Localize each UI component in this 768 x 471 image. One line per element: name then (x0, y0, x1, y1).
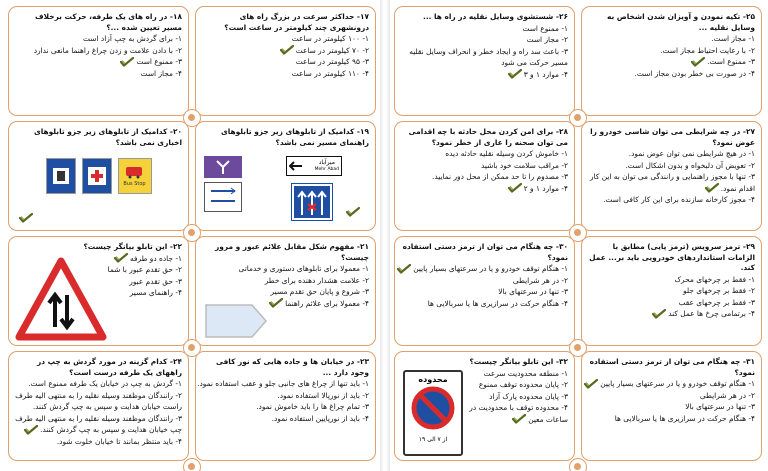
checkmark-icon (652, 309, 666, 319)
question-text: ۲۹- ترمز سرویس (ترمز پایی) مطابق با الزامات استانداردهای خودرویی باید بر... عمل کند. (589, 242, 755, 272)
checkmark-icon (346, 207, 360, 217)
option-1: ۱- منطقه محدودیت سرعت (483, 368, 568, 378)
sign-bus-stop (118, 158, 152, 194)
question-card-20 (8, 121, 189, 231)
option-2: ۲- پایان محدوده توقف ممنوع (478, 380, 568, 389)
checkmark-icon (19, 213, 33, 223)
question-card-18 (8, 6, 189, 116)
checkmark-icon (508, 183, 522, 193)
option-1: ۱- جاده دو طرفه (130, 253, 182, 263)
option-2: ۲- فقط بر چرخهای جلو (683, 286, 755, 295)
option-4: ۴- باید منتظر بمانند تا خیابان خلوت شود. (56, 436, 182, 446)
option-4: ۴- مجاز است (140, 68, 182, 78)
question-card-24 (8, 351, 189, 461)
question-text: ۲۱- مفهوم شکل مقابل علائم عبور و مرور چیست؟ (215, 242, 369, 262)
option-3: ۳- فقط بر چرخهای عقب (678, 297, 755, 307)
option-1: ۱- در هیچ شرایطی نمی توان عوض نمود. (628, 149, 755, 158)
first-aid-sign-icon (86, 165, 108, 187)
question-text: ۳۱- چه هنگام می توان از ترمز دستی استفاده نمود؟ (589, 357, 755, 377)
checkmark-icon (705, 183, 719, 193)
fork-arrow-icon (214, 159, 232, 175)
sign-route-purple (204, 156, 242, 178)
option-1: ۱- ممنوع است (522, 23, 568, 33)
sign-mehrabad (286, 156, 342, 176)
option-4: ۴- موارد ۱ و ۳ (523, 69, 568, 79)
option-3-cont: اقدام نمود. (720, 183, 755, 193)
connector-dot (183, 458, 201, 471)
book-spine (380, 0, 390, 471)
question-card-31 (581, 351, 762, 461)
option-3: ۳- ۹۵ کیلومتر در ساعت (295, 57, 369, 66)
sign-fa-label: میرآباد (318, 159, 335, 166)
question-card-26 (394, 6, 575, 116)
option-4: ۴- راهنمای مسیر (129, 288, 182, 297)
question-card-19 (195, 121, 376, 231)
option-2: ۲- مراقب سلامت خود باشید (480, 160, 568, 170)
connector-dot (569, 458, 587, 471)
option-4: ۴- برتمامی چرخ ها عمل کند (668, 309, 755, 318)
pentagon-sign-icon (204, 301, 268, 341)
connector-dot (569, 224, 587, 242)
option-3: ۳- باعث سد راه و ایجاد خطر و انحراف وسایل نقلیه (409, 46, 568, 56)
question-card-22 (8, 236, 189, 346)
question-text: ۲۶- شستشوی وسایل نقلیه در راه ها ... (423, 12, 568, 21)
option-3: ۳- تنها در سرعتهای بالا (498, 287, 568, 296)
question-text: ۱۸- در راه های یک طرفه، حرکت برخلاف مسیر تعیین شده ...؟ (35, 12, 182, 32)
connector-dot (569, 339, 587, 357)
option-4: ۴- مجوز کارخانه سازنده برای این کار کافی است. (603, 195, 755, 204)
option-2: ۲- ۷۰ کیلومتر در ساعت (295, 45, 369, 55)
option-1: ۱- برای گردش به چپ آزاد است (83, 34, 182, 43)
option-4: ۴- محدوده توقف با محدودیت در (469, 403, 568, 412)
option-1: ۱- گردش به چپ در خیابان یک طرفه ممنوع است. (28, 379, 182, 388)
checkmark-icon (120, 57, 134, 67)
question-text: ۲۲- این تابلو بیانگر چیست؟ (83, 242, 182, 251)
question-card-32 (394, 351, 575, 461)
checkmark-icon (269, 298, 283, 308)
sign-lanes (292, 184, 332, 220)
option-3: ۳- رانندگان موظفند وسیله نقلیه را به منتهی الیه طرف (15, 413, 182, 423)
checkmark-icon (114, 253, 128, 263)
zone-parking-sign (403, 370, 463, 456)
option-1: ۱- خاموش کردن وسیله نقلیه حادثه دیده (445, 149, 568, 158)
question-text: ۳۲- این تابلو بیانگر چیست؟ (469, 357, 568, 366)
option-4: ۴- در صورت بی خطر بودن مجاز است. (634, 68, 755, 78)
option-2: ۲- در هر شرایطی (512, 275, 568, 285)
bus-stop-label: Bus Stop (123, 181, 146, 187)
question-text: ۳۰- چه هنگام می توان از ترمز دستی استفاده نمود؟ (402, 242, 568, 262)
sign-info-a (46, 158, 76, 194)
option-2: ۲- با رعایت احتیاط مجاز است. (660, 45, 755, 55)
sign-en-label: Mehr Abad (314, 167, 339, 172)
question-text: ۱۷- حداکثر سرعت در بزرگ راه های درونشهری چند کیلومتر در ساعت است؟ (224, 12, 369, 32)
option-2: ۲- مجاز است (526, 35, 568, 44)
question-text: ۲۵- تکیه نمودن و آویزان شدن اشخاص به وسایل نقلیه ... (606, 12, 755, 32)
connector-dot (569, 109, 587, 127)
question-card-28 (394, 121, 575, 231)
option-3-cont: چپ خیابان هدایت و سپس به چپ گردش کنند. (40, 425, 182, 434)
question-card-27 (581, 121, 762, 231)
option-3-cont: مسیر حرکت می شود (501, 58, 568, 67)
option-2-cont: راست خیابان هدایت و سپس به چپ گردش کنند. (32, 402, 182, 411)
option-1: ۱- هنگام توقف خودرو و یا در سرعتهای بسیار پایین (600, 379, 755, 388)
question-text: ۲۴- کدام گزینه در مورد گردش به چپ در راههای یک طرفه درست است؟ (36, 357, 182, 377)
option-4: ۴- ۱۱۰ کیلومتر در ساعت (291, 68, 369, 78)
left-arrow-icon (289, 161, 303, 171)
directions-icon (205, 183, 241, 211)
bus-icon (124, 165, 144, 179)
option-4: ۴- معمولا برای علائم راهنما (285, 298, 369, 308)
question-text: ۲۰- کدامیک از تابلوهای زیر جزو تابلوهای اخباری نمی باشد؟ (33, 127, 182, 147)
sign-title: محدوده (418, 375, 448, 384)
sign-options (15, 158, 182, 194)
option-4: ۴- هنگام حرکت در سرازیری ها یا سربالایی ها (427, 298, 568, 308)
option-3: ۳- ممنوع است. (707, 57, 755, 66)
option-1: ۱- هنگام توقف خودرو و یا در سرعتهای بسیار پایین (413, 264, 568, 273)
option-4: ۴- باید از نورپایین استفاده نمود. (271, 413, 369, 423)
question-card-25 (581, 6, 762, 116)
connector-dot (183, 109, 201, 127)
lane-arrows-icon (294, 187, 330, 217)
checkmark-icon (24, 425, 38, 435)
question-card-21 (195, 236, 376, 346)
option-3: ۳- حق تقدم عبور (129, 276, 182, 286)
option-3: ۳- تمام چراغ ها را باید خاموش نمود. (256, 402, 369, 411)
sign-route-white (204, 182, 242, 212)
option-1: ۱- مجاز است. (711, 34, 755, 43)
option-2: ۲- علامت هشدار دهنده برای خطر (264, 275, 369, 285)
option-2: ۲- حق تقدم عبور با شما (107, 265, 182, 274)
checkmark-icon (280, 45, 294, 55)
option-4-cont: ساعات معین (528, 414, 568, 424)
option-2: ۲- با دادن علامت و زدن چراغ راهنما مانعی ندارد (33, 45, 182, 55)
option-1: ۱- فقط بر چرخهای محرک (674, 274, 755, 284)
option-2: ۲- در هر شرایطی (699, 390, 755, 400)
question-text: ۲۳- در خیابان ها و جاده هایی که نور کافی وجود دارد ... (215, 357, 369, 377)
option-4: ۴- موارد ۱ و ۲ (523, 183, 568, 193)
option-3: ۳- پایان محدوده پارک آزاد (489, 391, 568, 401)
option-2: ۲- باید از نورپالا استفاده نمود. (277, 390, 369, 400)
question-card-29 (581, 236, 762, 346)
right-page (390, 0, 766, 471)
question-card-23 (195, 351, 376, 461)
phone-sign-icon (50, 165, 72, 187)
checkmark-icon (691, 57, 705, 67)
question-text: ۱۹- کدامیک از تابلوهای زیر جزو تابلوهای راهنمای مسیر نمی باشد؟ (220, 127, 369, 147)
option-2: ۲- تعویض آن دلبخواه و بدون اشکال است. (625, 160, 755, 170)
sign-time: از ۷ الی ۱۹ (418, 436, 448, 443)
sign-info-b (82, 158, 112, 194)
checkmark-icon (512, 414, 526, 424)
question-text: ۲۸- برای امن کردن محل حادثه با چه اقدامی می توان صحنه را عاری از خطر نمود؟ (408, 127, 568, 147)
connector-dot (183, 339, 201, 357)
checkmark-icon (584, 379, 598, 389)
checkmark-icon (508, 69, 522, 79)
option-1: ۱- باید تنها از چراغ های جانبی جلو و عقب استفاده نمود. (197, 379, 369, 388)
option-3: ۳- مصدوم را تا حد ممکن از محل دور نمایید. (432, 172, 568, 181)
option-1: ۱- ۱۰۰ کیلومتر در ساعت (291, 34, 369, 43)
option-3: ۳- تنها با مجوز راهنمایی و رانندگی می توان به این کار (590, 172, 755, 181)
option-3: ۳- تنها در سرعتهای بالا (685, 402, 755, 411)
connector-dot (183, 224, 201, 242)
option-3: ۳- شروع و پایان حق تقدم مسیر (270, 287, 369, 296)
question-card-17 (195, 6, 376, 116)
question-card-30 (394, 236, 575, 346)
option-1: ۱- معمولا برای تابلوهای دستوری و خدماتی (238, 264, 369, 273)
question-text: ۲۷- در چه شرایطی می توان شاسی خودرو را عوض نمود؟ (590, 127, 755, 147)
option-4: ۴- هنگام حرکت در سرازیری ها یا سربالایی ها (614, 413, 755, 423)
left-page (4, 0, 380, 471)
two-way-traffic-sign-icon (15, 257, 107, 341)
checkmark-icon (397, 264, 411, 274)
no-parking-icon (411, 386, 455, 430)
option-3: ۳- ممنوع است (136, 57, 182, 66)
option-2: ۲- رانندگان موظفند وسیله نقلیه را به منتهی الیه طرف (15, 390, 182, 400)
